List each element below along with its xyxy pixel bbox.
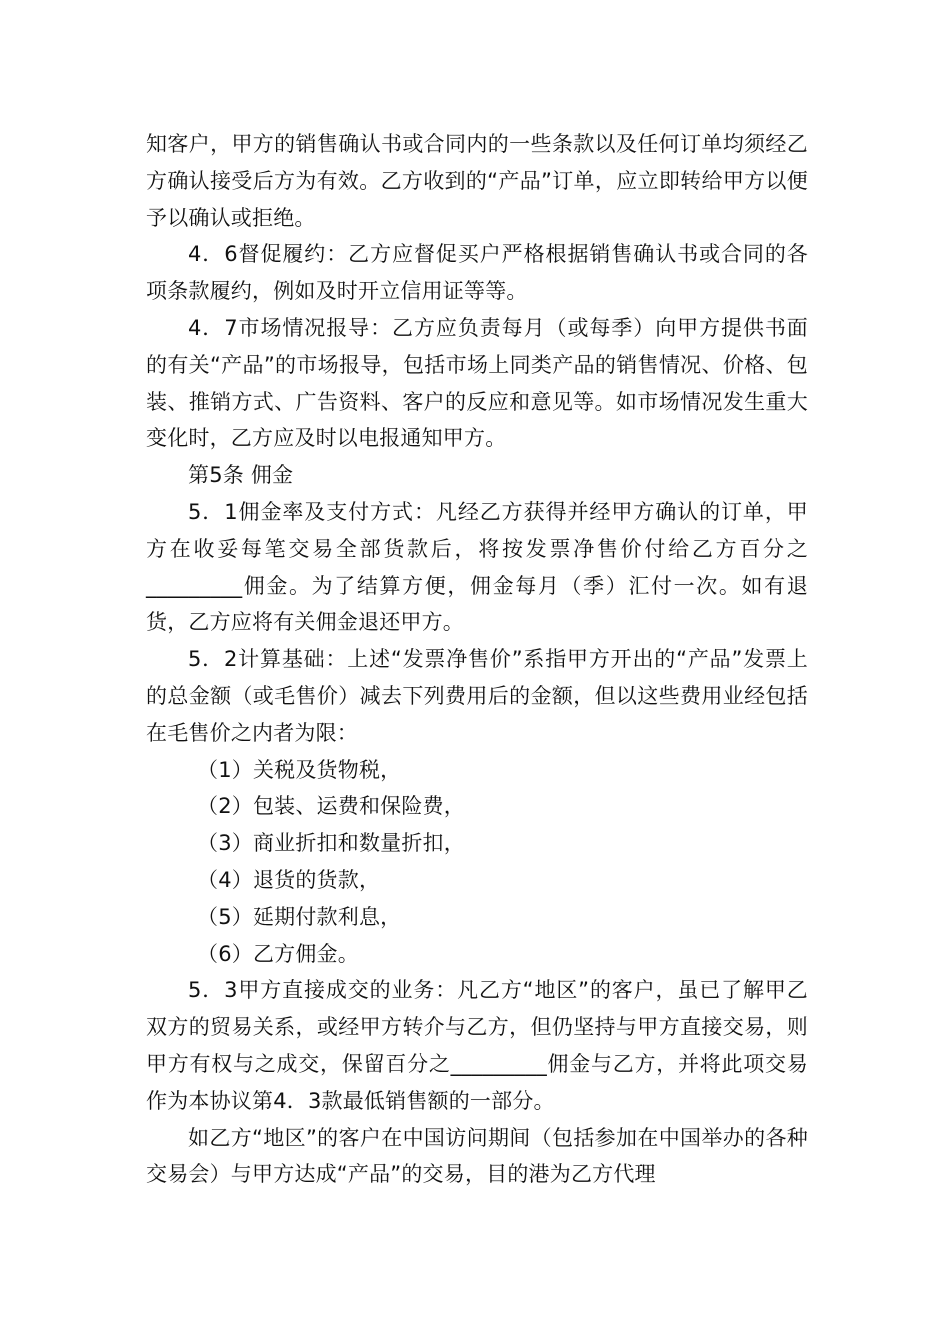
clause-5-1: 5．1佣金率及支付方式：凡经乙方获得并经甲方确认的订单，甲方在收妥每笔交易全部货款后，将按发票净售价付给乙方百分之_________佣金。为了结算方便，佣金每月（季）汇付一次。如有退货，乙方应将有关佣金退还甲方。	[146, 499, 808, 635]
list-item: （2）包装、运费和保险费，	[197, 794, 465, 819]
clause-4-7: 4．7市场情况报导：乙方应负责每月（或每季）向甲方提供书面的有关“产品”的市场报导，包括市场上同类产品的销售情况、价格、包装、推销方式、广告资料、客户的反应和意见等。如市场情况发生重大变化时，乙方应及时以电报通知甲方。	[146, 315, 808, 451]
clause-5-3: 5．3甲方直接成交的业务：凡乙方“地区”的客户，虽已了解甲乙双方的贸易关系，或经甲方转介与乙方，但仍坚持与甲方直接交易，则甲方有权与之成交，保留百分之_________佣金与乙方，并将此项交易作为本协议第4．3款最低销售额的一部分。	[146, 978, 808, 1113]
list-item: （5）延期付款利息，	[197, 904, 402, 929]
article-5-heading: 第5条 佣金	[188, 463, 294, 488]
list-item: （3）商业折扣和数量折扣，	[197, 831, 465, 856]
paragraph-continuation: 知客户，甲方的销售确认书或合同内的一些条款以及任何订单均须经乙方确认接受后方为有效。乙方收到的“产品”订单，应立即转给甲方以便予以确认或拒绝。	[146, 132, 808, 230]
list-item: （4）退货的货款，	[197, 867, 381, 892]
paragraph-china-visit: 如乙方“地区”的客户在中国访问期间（包括参加在中国举办的各种交易会）与甲方达成“产品”的交易，目的港为乙方代理	[146, 1125, 808, 1187]
list-item: （1）关税及货物税，	[197, 757, 402, 782]
clause-5-2: 5．2计算基础：上述“发票净售价”系指甲方开出的“产品”发票上的总金额（或毛售价）减去下列费用后的金额，但以这些费用业经包括在毛售价之内者为限：	[146, 647, 808, 745]
clause-4-6: 4．6督促履约：乙方应督促买户严格根据销售确认书或合同的各项条款履约，例如及时开立信用证等等。	[146, 242, 808, 304]
list-item: （6）乙方佣金。	[197, 941, 359, 966]
document-page	[146, 126, 808, 1193]
